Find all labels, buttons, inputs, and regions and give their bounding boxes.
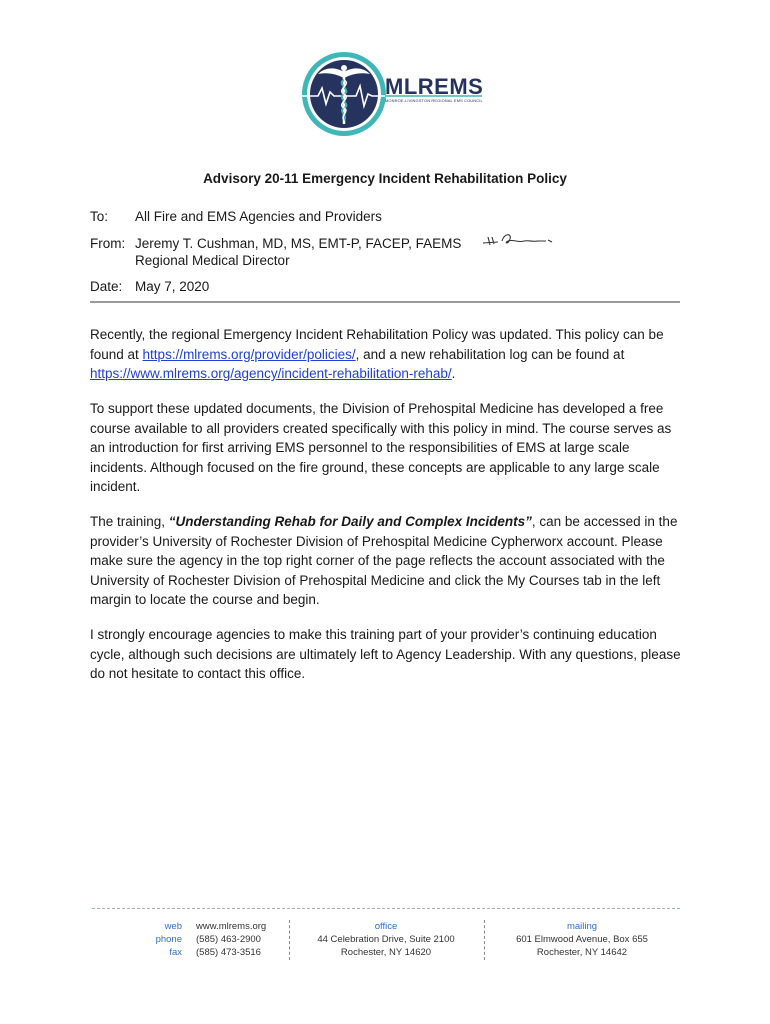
footer-phone-label: phone bbox=[155, 934, 182, 945]
mlrems-logo bbox=[300, 48, 500, 140]
footer-fax-value: (585) 473-3516 bbox=[196, 947, 261, 958]
footer-separator bbox=[484, 920, 485, 960]
from-value: Jeremy T. Cushman, MD, MS, EMT-P, FACEP, FAEMS bbox=[135, 236, 462, 251]
footer-mailing-line1: 601 Elmwood Avenue, Box 655 bbox=[516, 934, 648, 945]
footer-web-label: web bbox=[164, 921, 182, 932]
rehab-log-link[interactable]: https://www.mlrems.org/agency/incident-rehabilitation-rehab/ bbox=[90, 366, 452, 381]
footer-mailing-line2: Rochester, NY 14642 bbox=[536, 947, 628, 958]
footer-web-value[interactable]: www.mlrems.org bbox=[196, 921, 267, 932]
footer-office-label: office bbox=[374, 921, 398, 932]
p1-text-b: , and a new rehabilitation log can be found at bbox=[355, 346, 625, 362]
from-title: Regional Medical Director bbox=[135, 253, 290, 268]
to-label: To: bbox=[90, 209, 109, 224]
paragraph-4: I strongly encourage agencies to make this training part of your provider’s continuing education cycle, although such decisions are ultimately left to Agency Leadership. With any questions, please do not hesitate to contact this office. bbox=[90, 627, 681, 681]
paragraph-1 bbox=[90, 325, 690, 384]
logo-subtitle: MONROE-LIVINGSTON REGIONAL EMS COUNCIL bbox=[385, 98, 483, 103]
paragraph-3 bbox=[90, 512, 690, 610]
p3-text-a: The training, bbox=[90, 514, 169, 529]
p1-text-c: . bbox=[451, 366, 456, 381]
date-value: May 7, 2020 bbox=[135, 279, 210, 294]
advisory-heading: Advisory 20-11 Emergency Incident Rehabilitation Policy bbox=[203, 171, 567, 186]
p1-text-a: Recently, the regional Emergency Incident Rehabilitation Policy was updated. This policy can be found at bbox=[90, 327, 664, 362]
date-label: Date: bbox=[90, 279, 123, 294]
signature-icon bbox=[480, 229, 555, 249]
training-title: “Understanding Rehab for Daily and Complex Incidents” bbox=[168, 514, 532, 529]
paragraph-2: To support these updated documents, the Division of Prehospital Medicine has developed a free course available to all providers created specifically with this policy in mind. The course serves as an introduction for first arriving EMS personnel to the responsibilities of EMS at large scale incidents. Although focused on the fire ground, these concepts are applicable to any large scale incident. bbox=[90, 401, 672, 494]
from-label: From: bbox=[90, 236, 126, 251]
footer-separator bbox=[289, 920, 290, 960]
footer-divider bbox=[92, 908, 680, 909]
to-value: All Fire and EMS Agencies and Providers bbox=[135, 209, 382, 224]
p3-text-b: , can be accessed in the provider’s University of Rochester Division of Prehospital Medicine Cypherworx account. Please make sure the agency in the top right corner of the page reflects the account associated with the University of Rochester Division of Prehospital Medicine and click the My Courses tab in the left margin to locate the course and begin. bbox=[90, 514, 678, 607]
logo-title: MLREMS bbox=[385, 74, 484, 99]
footer-office-line1: 44 Celebration Drive, Suite 2100 bbox=[317, 934, 455, 945]
footer-mailing-label: mailing bbox=[566, 921, 598, 932]
footer-phone-value: (585) 463-2900 bbox=[196, 934, 261, 945]
footer-fax-label: fax bbox=[169, 947, 182, 958]
footer-office-line2: Rochester, NY 14620 bbox=[340, 947, 432, 958]
policies-link[interactable]: https://mlrems.org/provider/policies/ bbox=[142, 346, 356, 362]
header-divider bbox=[90, 301, 680, 303]
